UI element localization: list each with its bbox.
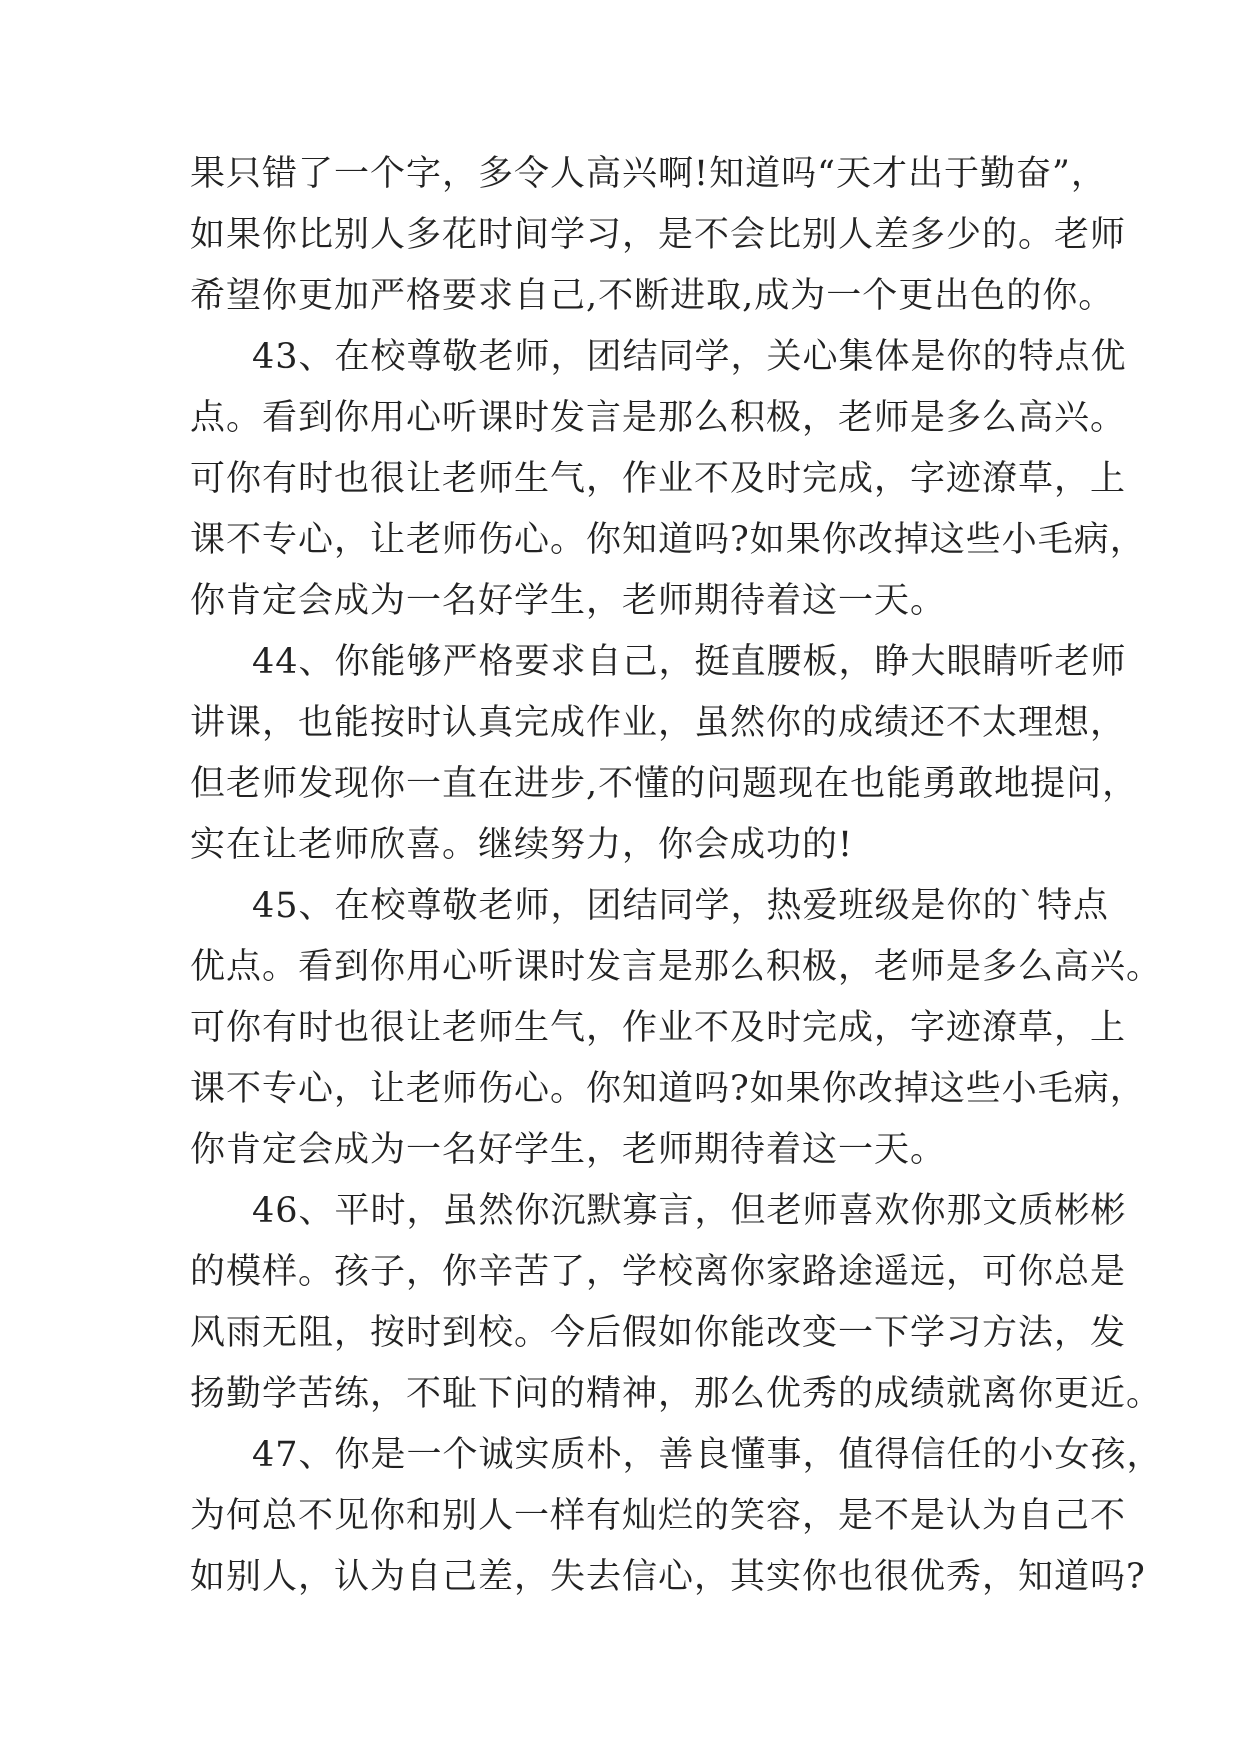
- text-line: 扬勤学苦练，不耻下问的精神，那么优秀的成绩就离你更近。: [190, 1374, 1163, 1414]
- text-line: 你肯定会成为一名好学生，老师期待着这一天。: [190, 581, 947, 621]
- text-line: 果只错了一个字，多令人高兴啊!知道吗“天才出于勤奋”，: [190, 154, 1107, 194]
- paragraph-43-start: 43、在校尊敬老师，团结同学，关心集体是你的特点优: [252, 337, 1127, 377]
- text-line: 实在让老师欣喜。继续努力，你会成功的!: [190, 825, 854, 865]
- text-line: 课不专心，让老师伤心。你知道吗?如果你改掉这些小毛病，: [190, 1069, 1146, 1109]
- text-line: 你肯定会成为一名好学生，老师期待着这一天。: [190, 1130, 947, 1170]
- text-line: 风雨无阻，按时到校。今后假如你能改变一下学习方法，发: [190, 1313, 1127, 1353]
- text-line: 但老师发现你一直在进步,不懂的问题现在也能勇敢地提问，: [190, 764, 1139, 804]
- paragraph-46-start: 46、平时，虽然你沉默寡言，但老师喜欢你那文质彬彬: [252, 1191, 1127, 1231]
- text-line: 可你有时也很让老师生气，作业不及时完成，字迹潦草，上: [190, 1008, 1127, 1048]
- text-line: 讲课，也能按时认真完成作业，虽然你的成绩还不太理想，: [190, 703, 1127, 743]
- text-line: 如果你比别人多花时间学习，是不会比别人差多少的。老师: [190, 215, 1127, 255]
- text-line: 点。看到你用心听课时发言是那么积极，老师是多么高兴。: [190, 398, 1127, 438]
- text-line: 课不专心，让老师伤心。你知道吗?如果你改掉这些小毛病，: [190, 520, 1146, 560]
- paragraph-47-start: 47、你是一个诚实质朴，善良懂事，值得信任的小女孩，: [252, 1435, 1163, 1475]
- text-line: 为何总不见你和别人一样有灿烂的笑容，是不是认为自己不: [190, 1496, 1127, 1536]
- text-line: 的模样。孩子，你辛苦了，学校离你家路途遥远，可你总是: [190, 1252, 1127, 1292]
- text-line: 希望你更加严格要求自己,不断进取,成为一个更出色的你。: [190, 276, 1115, 316]
- text-line: 优点。看到你用心听课时发言是那么积极，老师是多么高兴。: [190, 947, 1163, 987]
- paragraph-45-start: 45、在校尊敬老师，团结同学，热爱班级是你的`特点: [252, 886, 1110, 926]
- text-line: 如别人，认为自己差，失去信心，其实你也很优秀，知道吗?: [190, 1557, 1146, 1597]
- text-line: 可你有时也很让老师生气，作业不及时完成，字迹潦草，上: [190, 459, 1127, 499]
- paragraph-44-start: 44、你能够严格要求自己，挺直腰板，睁大眼睛听老师: [252, 642, 1127, 682]
